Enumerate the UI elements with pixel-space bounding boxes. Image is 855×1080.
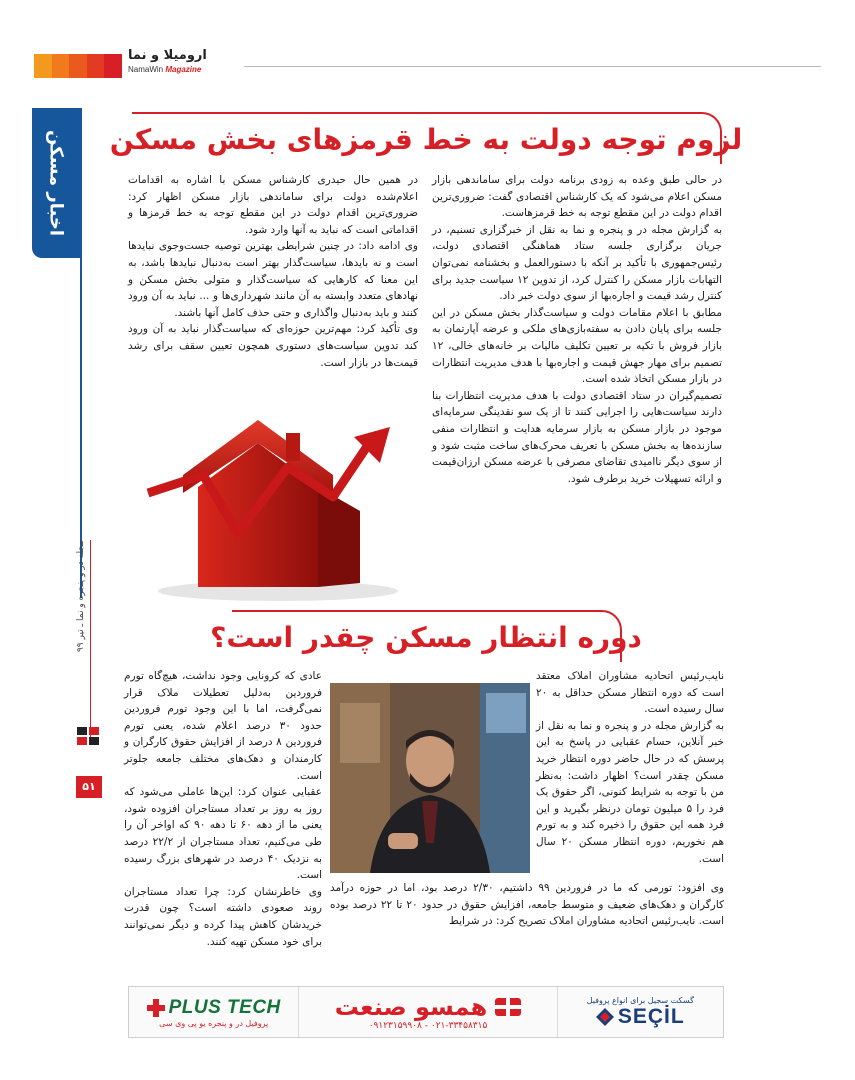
plus-icon: [147, 999, 165, 1017]
article2-column-left: [124, 668, 322, 950]
paragraph: مطابق با اعلام مقامات دولت و سیاست‌گذار بخش مسکن در این جلسه برای پایان دادن به سفته‌بازی‌های ملکی و عرضه آپارتمان به بازار فروش با تکیه بر تعیین تکلیف مالیات بر خانه‌های خالی، ۱۲ تصمیم برای مهار جهش قیمت و اجاره‌بها با هدف مدیریت انتظارات در بازار مسکن اتخاذ شده است.: [432, 306, 722, 386]
article1-column-right: [432, 172, 722, 487]
section-tab: [32, 108, 80, 258]
paragraph: تصمیم‌گیران در ستاد اقتصادی دولت با هدف مدیریت انتظارات بنا دارند سیاست‌هایی را اجرایی کنند تا از یک سو نقدینگی سرمایه‌ای موجود در بازار مسکن به بازار سرمایه هدایت و انتظارات منفی سازنده‌ها به بخش مسکن با تعریف محرک‌های ساخت مثبت شود و از سوی دیگر ناامیدی تقاضای مصرفی با عرضه مسکن ارزان‌قیمت و ارائه تسهیلات خرید برطرف شود.: [432, 389, 722, 485]
paragraph: نایب‌رئیس اتحادیه مشاوران املاک معتقد است که دوره انتظار مسکن حداقل به ۲۰ سال رسیده است.: [536, 670, 724, 716]
hamsou-header: [335, 993, 522, 1021]
seccil-diamond-icon: [596, 1008, 614, 1026]
hamsou-sanat-ad[interactable]: [298, 987, 557, 1037]
paragraph: وی افزود: تورمی که ما در فروردین ۹۹ داشتیم، ۲/۳۰ درصد بود، اما در حوزه درآمد کارگران و دهک‌های ضعیف و متوسط جامعه، افزایش حقوق در حدود ۲۰ تا ۲۲ درصد بوده است. نایب‌رئیس اتحادیه مشاوران املاک تصریح کرد: در شرایط: [330, 882, 725, 928]
brand-magazine: Magazine: [165, 65, 202, 74]
seccil-wordmark: SEÇİL: [617, 1004, 685, 1028]
article1-title-box: [109, 112, 743, 164]
magazine-issue-line: مجله در و پنجره و نما ـ تیر ۹۹: [76, 540, 86, 653]
paragraph: در همین حال حیدری کارشناس مسکن با اشاره به اقدامات اعلام‌شده دولت برای ساماندهی بازار مسکن اظهار کرد: ضروری‌ترین اقدام دولت در این مقطع توجه به خط قرمزها و اقداماتی است که نباید به آنها وارد شود.: [128, 174, 418, 236]
seccil-logo: [596, 1005, 685, 1029]
article2-title-box: [210, 610, 642, 662]
paragraph: وی خاطرنشان کرد: چرا تعداد مستاجران روند صعودی داشته است؟ چون قدرت خریدشان کاهش پیدا کرده و دیگر نمی‌توانند برای خود مسکن تهیه کنند.: [124, 885, 322, 948]
paragraph: در حالی طبق وعده به زودی برنامه دولت برای ساماندهی بازار مسکن اعلام می‌شود که یک کارشناس اقتصادی گفت: ضروری‌ترین اقدام دولت در این مقطع توجه به خط قرمزهاست.: [432, 174, 722, 220]
brand-latin: NamaWin: [128, 65, 164, 74]
plus-tech-tagline: پروفیل در و پنجره یو پی وی سی: [159, 1018, 269, 1028]
paragraph: عقبایی عنوان کرد: این‌ها عاملی می‌شود که روز به روز بر تعداد مستاجران افزوده شود، یعنی ما از دهه ۶۰ تا دهه ۹۰ که اواخر آن را طی می‌کنیم، تعداد مستاجران از ۲۲/۲ درصد به نزدیک ۴۰ درصد در شهرهای بزرگ رسیده است.: [124, 786, 322, 882]
advertisement-banner[interactable]: [128, 986, 724, 1038]
seccil-tagline: گسکت سجیل برای انواع پروفیل: [586, 995, 694, 1005]
article2-title: دوره انتظار مسکن چقدر است؟: [210, 620, 642, 654]
page-number: ۵۱: [76, 776, 102, 798]
magazine-logo: [128, 48, 238, 80]
paragraph: عادی که کرونایی وجود نداشت، هیچ‌گاه تورم فروردین به‌دلیل تعطیلات ملاک قرار نمی‌گرفت، اما با این وجود تورم فروردین حدود ۳۰ درصد اعلام شده، یعنی تورم فروردین ۸ درصد از افزایش حقوق کارگران و کارمندان و دهک‌های مختلف جامعه جلوتر است.: [124, 670, 322, 782]
top-rule: [244, 66, 821, 67]
section-tab-label: اخبار مسکن: [45, 129, 67, 236]
brand-subtitle: [128, 65, 201, 74]
plus-tech-logo: [147, 997, 281, 1019]
hamsou-title: همسو صنعت: [334, 993, 488, 1021]
article2-column-bottom: [330, 880, 724, 930]
plus-tech-wordmark: PLUS TECH: [168, 996, 281, 1018]
hamsou-phone: ۰۲۱-۳۳۴۵۸۳۱۵ - ۰۹۱۲۳۱۵۹۹۰۸: [368, 1021, 488, 1031]
brand-name: ارومیلا و نما: [128, 48, 207, 63]
article2-column-right: [536, 668, 724, 867]
seccil-ad[interactable]: [558, 987, 723, 1037]
interviewee-photo: [330, 683, 530, 873]
window-logo-icon: [75, 723, 101, 749]
paragraph: وی ادامه داد: در چنین شرایطی بهترین توصیه جست‌وجوی نبایدها است و نه بایدها، سیاست‌گذار بهتر است به‌دنبال نبایدها باشد، به این معنا که کارهایی که سیاست‌گذار و متولی بخش مسکن و نهادهای متعدد وابسته به آن مانند شهرداری‌ها و ... نباید به آن ورود کنند و باید به‌دنبال واگذاری و حتی حذف کامل آنها باشند.: [128, 240, 418, 319]
plus-tech-ad[interactable]: [129, 987, 298, 1037]
house-arrow-image: [128, 415, 418, 605]
hamsou-logo-icon: [495, 996, 521, 1018]
article1-column-left: [128, 172, 418, 371]
paragraph: به گزارش مجله در و پنجره و نما به نقل از خبر آنلاین، حسام عقبایی در پاسخ به این پرسش که در حال حاضر دوره انتظار خرید مسکن چقدر است؟ اظهار داشت: به‌نظر من با توجه به شرایط کنونی، اگر حقوق یک فرد را ۵ میلیون تومان درنظر بگیرید و این فرد همه این حقوق را ذخیره کند و به تورم هم نخوریم، دوره انتظار مسکن ۲۰ سال است.: [536, 719, 724, 865]
article1-title: لزوم توجه دولت به خط قرمزهای بخش مسکن: [109, 122, 743, 156]
color-strip: [34, 54, 122, 78]
paragraph: به گزارش مجله در و پنجره و نما به نقل از خبرگزاری تسنیم، در جریان برگزاری جلسه ستاد هماهنگی اقتصادی دولت، رئیس‌جمهوری با تأکید بر آنکه با دستورالعمل و بخشنامه نمی‌توان التهابات بازار مسکن را کنترل کرد، از تدوین ۱۲ سیاست جدید برای کنترل رشد قیمت و اجاره‌بها از سوی دولت خبر داد.: [432, 223, 722, 303]
side-divider: [90, 540, 91, 740]
paragraph: وی تأکید کرد: مهم‌ترین حوزه‌ای که سیاست‌گذار نباید به آن ورود کند تدوین سیاست‌های دستوری همچون تعیین سقف برای رشد قیمت‌ها در بازار است.: [128, 323, 418, 369]
section-rule: [80, 108, 82, 598]
